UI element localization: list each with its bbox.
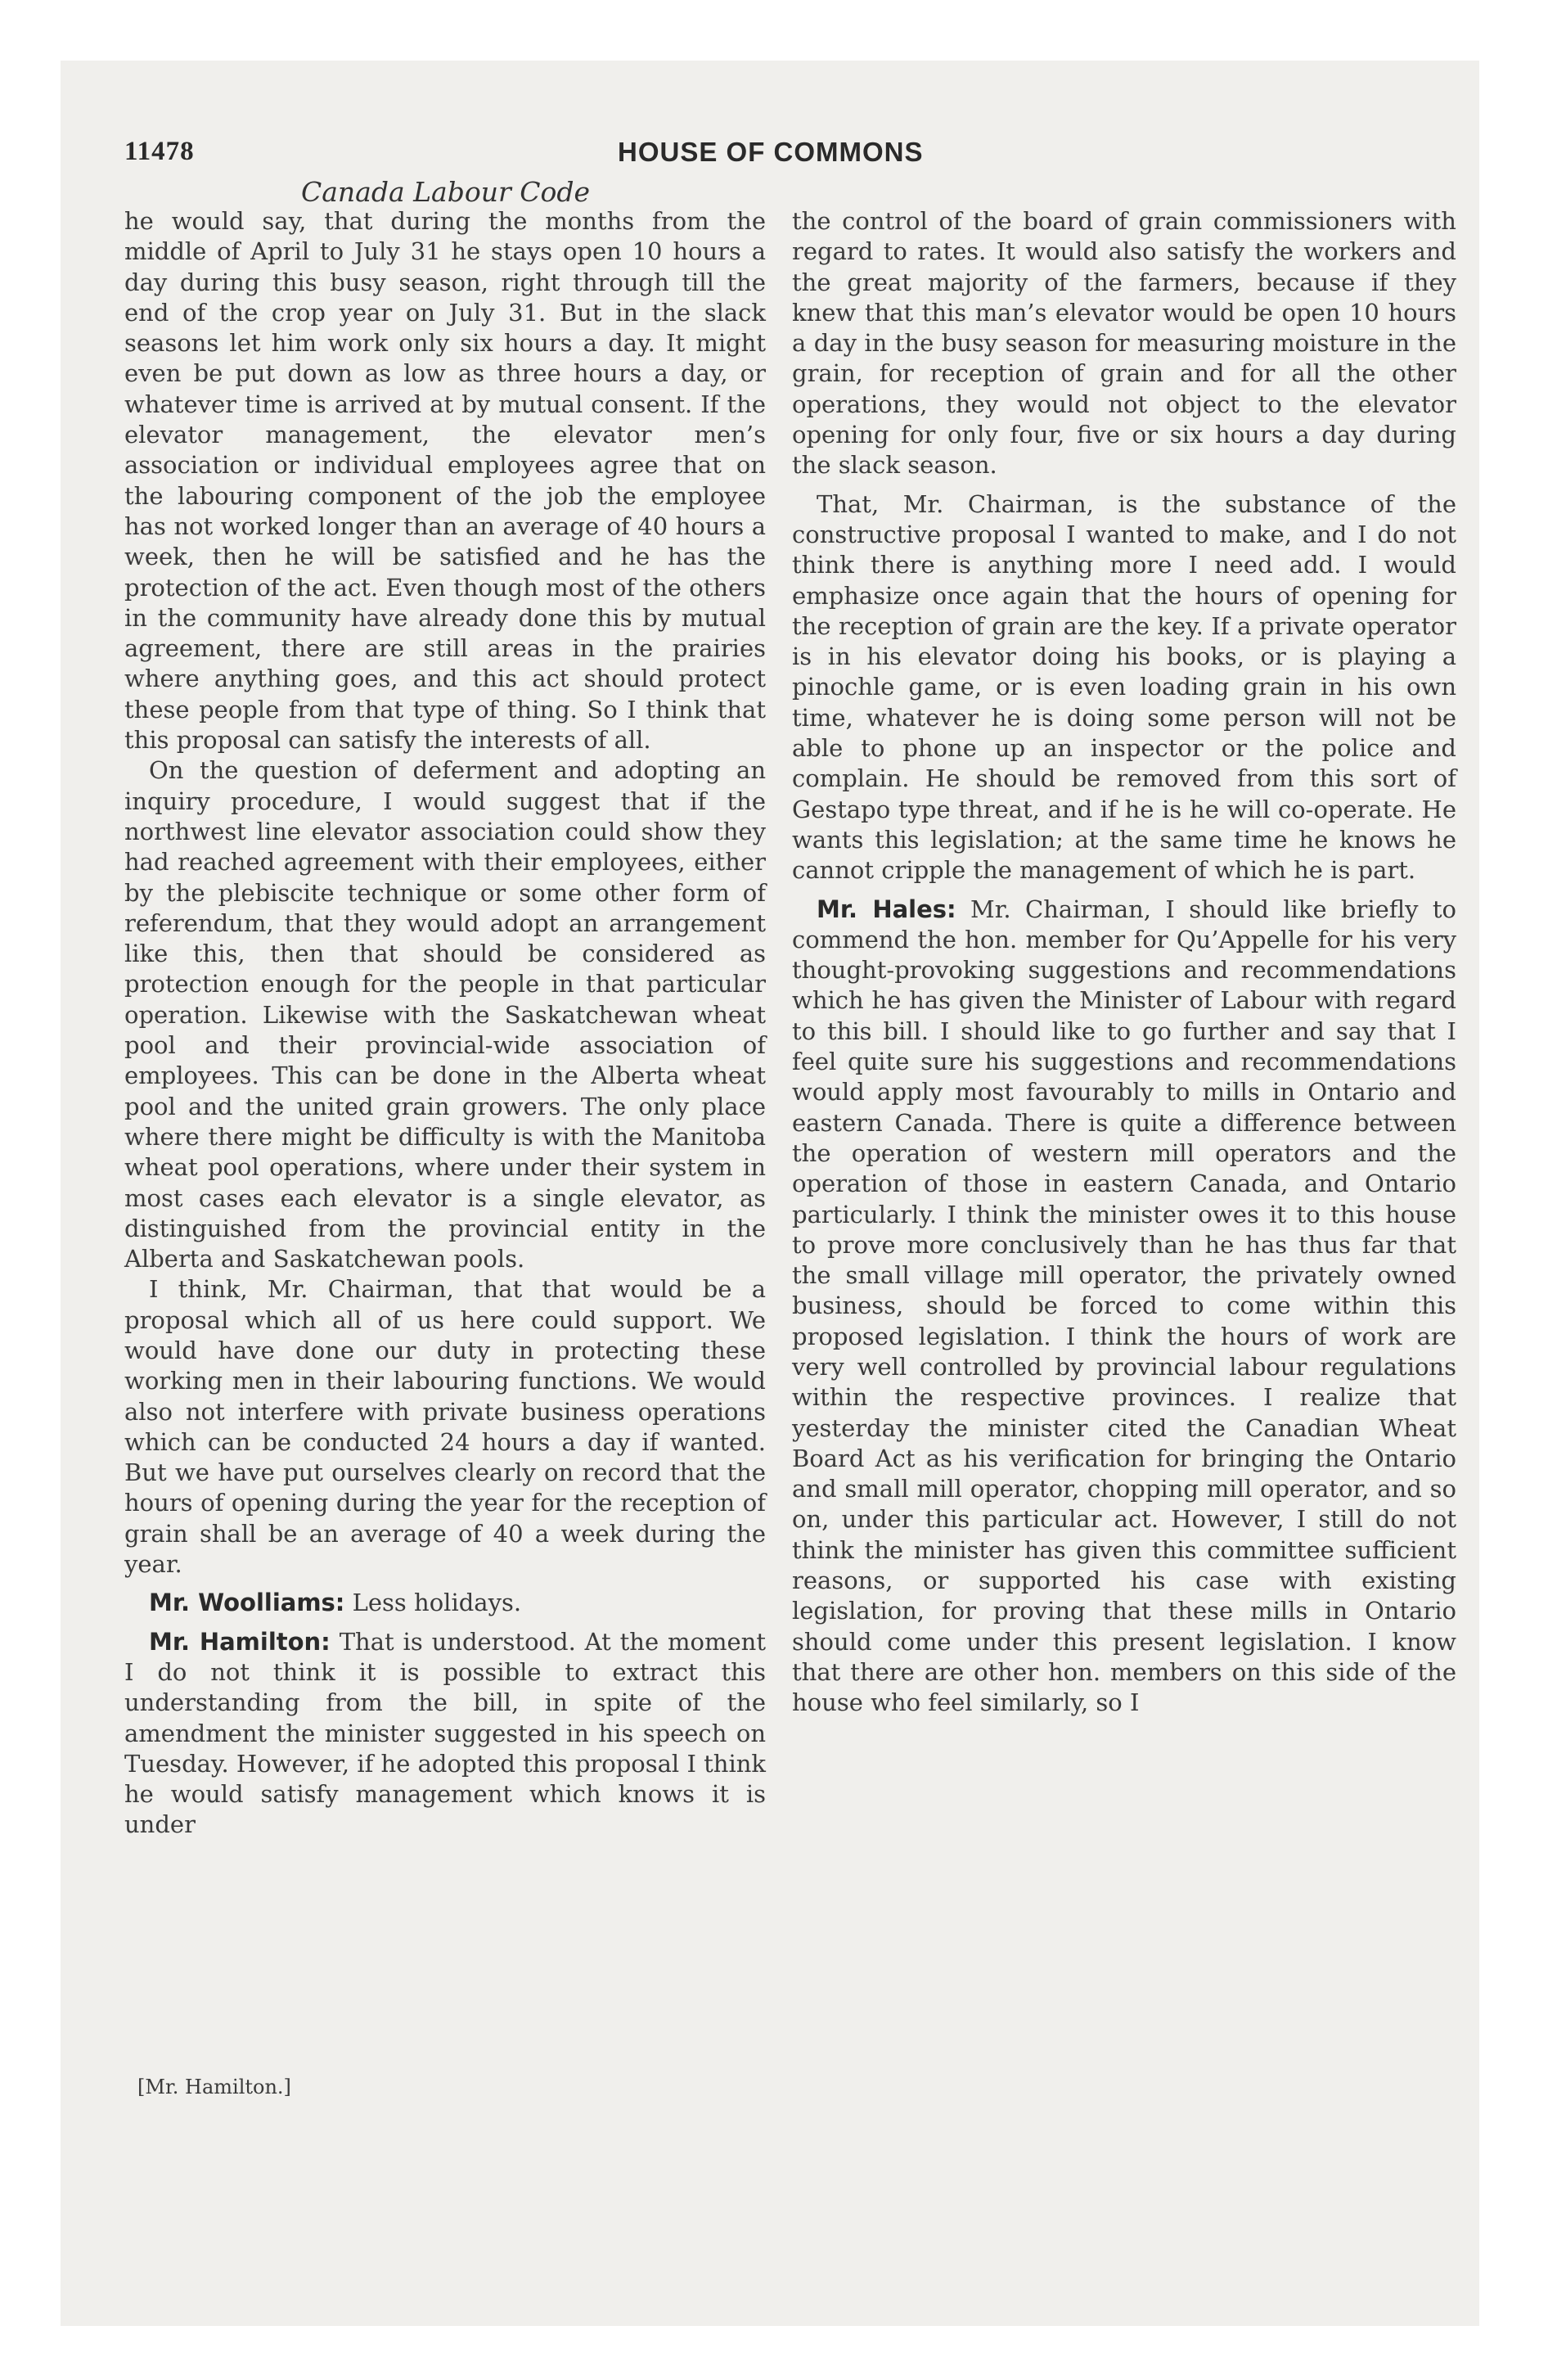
page-number: 11478 <box>124 137 195 166</box>
speech-text: Less holidays. <box>344 1589 522 1617</box>
speech-text: That is understood. At the moment I do not think it is possible to extract this understanding from the bill, in spite of the amendment the minister suggested in his speech on Tuesday. However, if he adopted this proposal I think he would satisfy management which knows it is under <box>124 1627 766 1839</box>
speaker-name: Mr. Woolliams: <box>149 1589 345 1617</box>
speaker-name: Mr. Hamilton: <box>149 1627 331 1656</box>
speech-text: Mr. Chairman, I should like briefly to commend the hon. member for Qu’Appelle for his very thought-provoking suggestions and recommendations which he has given the Minister of Labour with regard to this bill. I should like to go further and say that I feel quite sure his suggestions and recommendations would apply most favourably to mills in Ontario and eastern Canada. There is quite a difference between the operation of western mill operators and the operation of those in eastern Canada, and Ontario particularly. I think the minister owes it to this house to prove more conclusively than he has thus far that the small village mill operator, the privately owned business, should be forced to come within this proposed legislation. I think the hours of work are very well controlled by provincial labour regulations within the respective provinces. I realize that yesterday the minister cited the Canadian Wheat Board Act as his verification for bringing the Ontario and small mill operator, chopping mill operator, and so on, under this particular act. However, I still do not think the minister has given this committee sufficient reasons, or supported his case with existing legislation, for proving that these mills in Ontario should come under this present legislation. I know that there are other hon. members on this side of the house who feel similarly, so I <box>792 895 1456 1717</box>
speech-paragraph <box>124 1627 766 1841</box>
left-column <box>124 206 766 1841</box>
paragraph: I think, Mr. Chairman, that that would be a proposal which all of us here could support. We would have done our duty in protecting these working men in their labouring functions. We would also not interfere with private business operations which can be conducted 24 hours a day if wanted. But we have put ourselves clearly on record that the hours of opening during the year for the reception of grain shall be an average of 40 a week during the year. <box>124 1275 766 1579</box>
speech-paragraph <box>792 895 1456 1719</box>
speech-paragraph <box>124 1588 766 1618</box>
paragraph: That, Mr. Chairman, is the substance of the constructive proposal I wanted to make, and I do not think there is anything more I need add. I would emphasize once again that the hours of opening for the reception of grain are the key. If a private operator is in his elevator doing his books, or is playing a pinochle game, or is even loading grain in his own time, whatever he is doing some person will not be able to phone up an inspector or the police and complain. He should be removed from this sort of Gestapo type threat, and if he is he will co-operate. He wants this legislation; at the same time he knows he cannot cripple the management of which he is part. <box>792 489 1456 885</box>
paragraph: the control of the board of grain commissioners with regard to rates. It would also satisfy the workers and the great majority of the farmers, because if they knew that this man’s elevator would be open 10 hours a day in the busy season for measuring moisture in the grain, for reception of grain and for all the other operations, they would not object to the elevator opening for only four, five or six hours a day during the slack season. <box>792 207 1456 480</box>
running-head: HOUSE OF COMMONS <box>618 137 924 167</box>
paragraph: On the question of deferment and adopting an inquiry procedure, I would suggest that if the northwest line elevator association could show they had reached agreement with their employees, either by the plebiscite technique or some other form of referendum, that they would adopt an arrangement like this, then that should be considered as protection enough for the people in that particular operation. Likewise with the Saskatchewan wheat pool and their provincial-wide association of employees. This can be done in the Alberta wheat pool and the united grain growers. The only place where there might be difficulty is with the Manitoba wheat pool operations, where under their system in most cases each elevator is a single elevator, as distinguished from the provincial entity in the Alberta and Saskatchewan pools. <box>124 756 766 1273</box>
section-title: Canada Labour Code <box>301 176 591 208</box>
speaker-name: Mr. Hales: <box>817 895 956 923</box>
footer-note: [Mr. Hamilton.] <box>137 2076 291 2098</box>
paragraph: he would say, that during the months from the middle of April to July 31 he stays open 10 hours a day during this busy season, right through till the end of the crop year on July 31. But in the slack seasons let him work only six hours a day. It might even be put down as low as three hours a day, or whatever time is arrived at by mutual consent. If the elevator management, the elevator men’s association or individual employees agree that on the labouring component of the job the employee has not worked longer than an average of 40 hours a week, then he will be satisfied and he has the protection of the act. Even though most of the others in the community have already done this by mutual agreement, there are still areas in the prairies where anything goes, and this act should protect these people from that type of thing. So I think that this proposal can satisfy the interests of all. <box>124 207 766 755</box>
right-column <box>792 206 1456 1719</box>
